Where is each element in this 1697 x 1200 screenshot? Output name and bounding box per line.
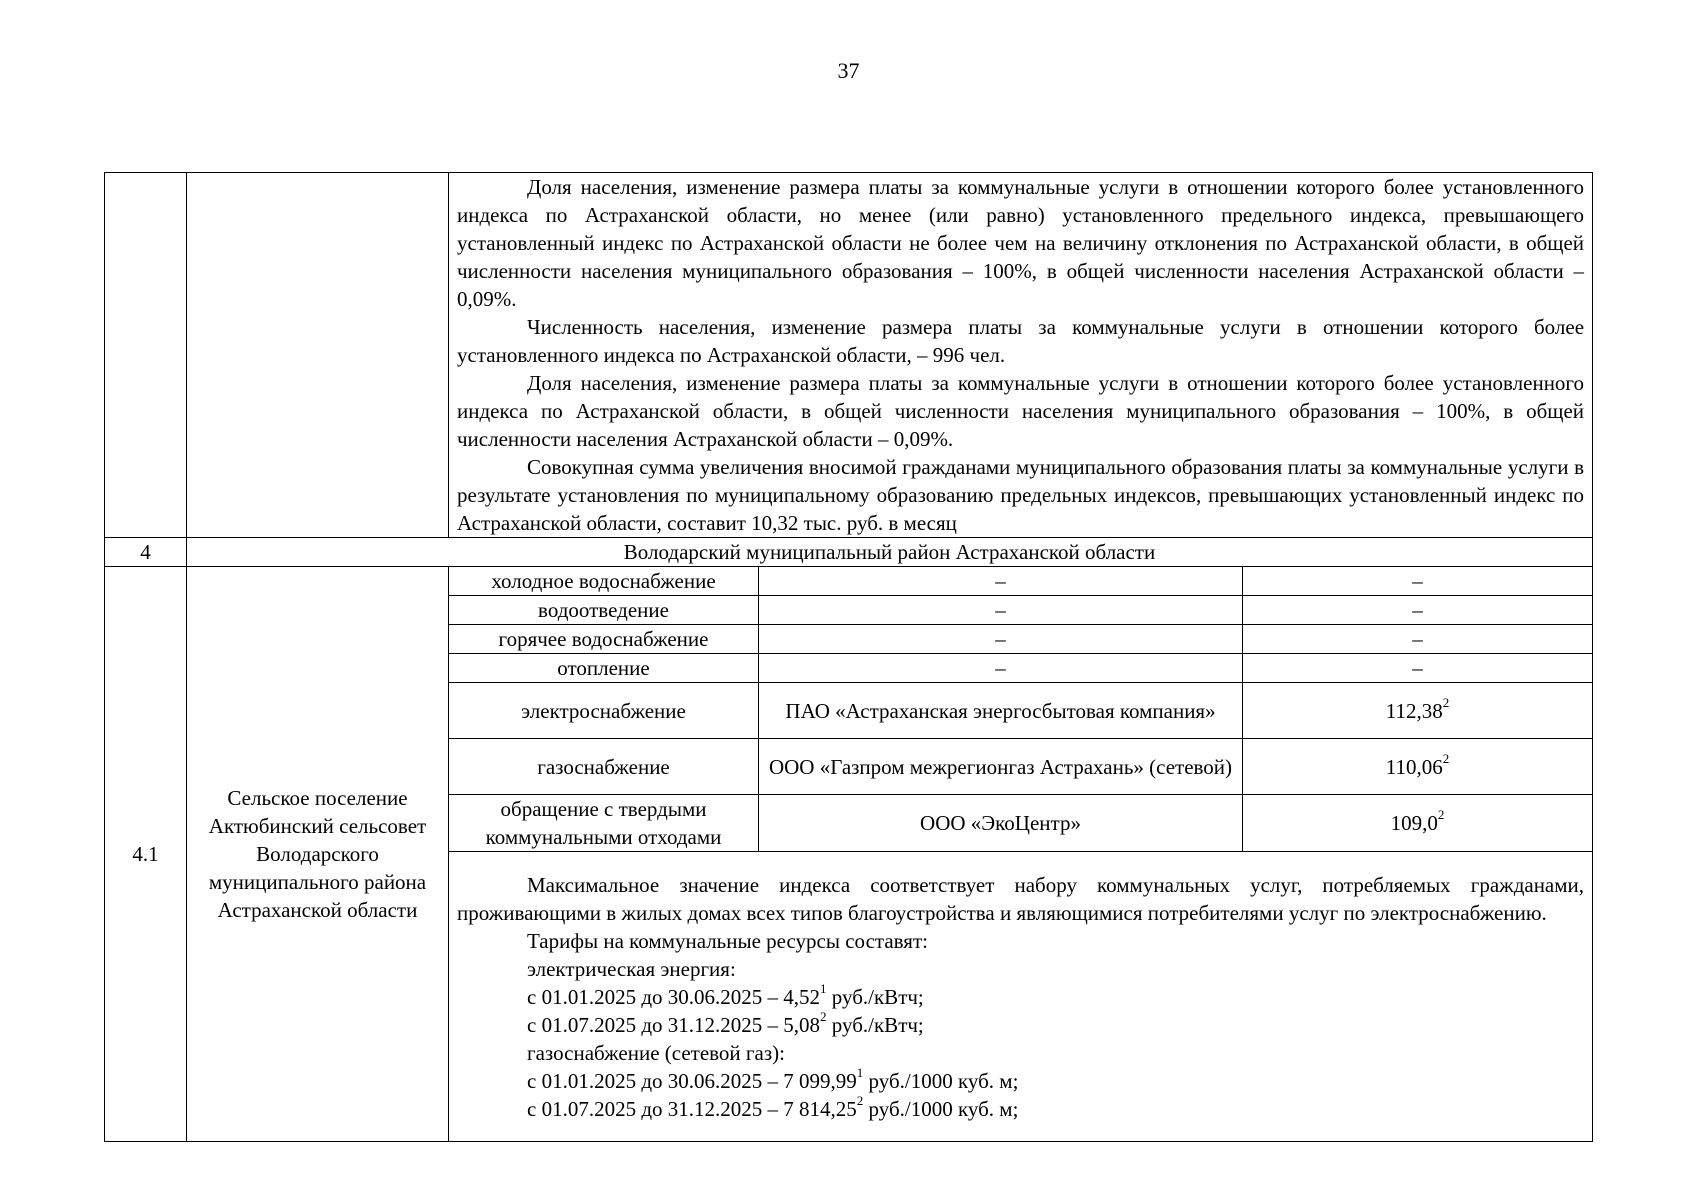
paragraph: Доля населения, изменение размера платы за коммунальные услуги в отношении которого более установленного индекса по Астраханской области, но менее (или равно) установленного предельного индекса, превышающего установленный индекс по Астраханской области не более чем на величину отклонения по Астраханской области, в общей численности населения муниципального образования – 100%, в общей численности населения Астраханской области – 0,09%. <box>457 175 1585 311</box>
service-name: отопление <box>449 654 759 683</box>
tariffs-intro: Тарифы на коммунальные ресурсы составят: <box>527 928 928 953</box>
tariff-unit: руб./кВтч; <box>826 984 924 1009</box>
provider-name: – <box>759 654 1243 683</box>
top-text-block <box>449 173 1593 538</box>
footnote-marker: 2 <box>820 1008 827 1024</box>
tariff-unit: руб./1000 куб. м; <box>863 1096 1019 1121</box>
footnote-marker: 2 <box>1437 807 1445 822</box>
electricity-tariff <box>457 1008 1584 1039</box>
index-value: – <box>1243 654 1593 683</box>
tariff-text: с 01.07.2025 до 31.12.2025 – 5,08 <box>527 1012 821 1037</box>
footnote-marker: 1 <box>820 980 827 996</box>
tariff-unit: руб./кВтч; <box>826 1012 924 1037</box>
index-value <box>1243 683 1593 739</box>
section-row <box>105 538 1593 567</box>
footnote-marker: 2 <box>1442 750 1450 766</box>
electricity-tariff <box>457 980 1584 1011</box>
footnote-marker: 2 <box>1442 694 1450 710</box>
tariff-text: с 01.01.2025 до 30.06.2025 – 7 099,99 <box>527 1068 857 1093</box>
table-row <box>105 173 1593 538</box>
empty-cell <box>105 173 187 538</box>
index-number: 110,06 <box>1385 754 1443 779</box>
tariff-text: с 01.01.2025 до 30.06.2025 – 4,52 <box>527 984 821 1009</box>
notes-block <box>449 852 1593 1142</box>
provider-name: ПАО «Астраханская энергосбытовая компания» <box>759 683 1243 739</box>
index-number: 112,38 <box>1385 698 1443 723</box>
tariff-unit: руб./1000 куб. м; <box>863 1068 1019 1093</box>
index-number: 109,0 <box>1390 811 1438 835</box>
tariff-text: с 01.07.2025 до 31.12.2025 – 7 814,25 <box>527 1096 857 1121</box>
service-name: электроснабжение <box>449 683 759 739</box>
provider-name: ООО «ЭкоЦентр» <box>759 795 1243 852</box>
page-number: 37 <box>837 58 860 83</box>
note-paragraph: Максимальное значение индекса соответствует набору коммунальных услуг, потребляемых гражданами, проживающими в жилых домах всех типов благоустройства и являющимися потребителями услуг по электроснабжению. <box>457 872 1585 925</box>
provider-name: – <box>759 596 1243 625</box>
gas-tariff <box>457 1092 1584 1123</box>
service-name: горячее водоснабжение <box>449 625 759 654</box>
subsection-number: 4.1 <box>105 567 187 1142</box>
provider-name: – <box>759 625 1243 654</box>
footnote-marker: 2 <box>856 1092 864 1108</box>
service-name: холодное водоснабжение <box>449 567 759 596</box>
paragraph: Совокупная сумма увеличения вносимой гражданами муниципального образования платы за коммунальные услуги в результате установления по муниципальному образованию предельных индексов, превышающих установленный индекс по Астраханской области, составит 10,32 тыс. руб. в месяц <box>457 455 1585 535</box>
footnote-marker: 1 <box>856 1064 864 1080</box>
service-name: водоотведение <box>449 596 759 625</box>
index-value: – <box>1243 567 1593 596</box>
paragraph: Доля населения, изменение размера платы за коммунальные услуги в отношении которого более установленного индекса по Астраханской области, в общей численности населения муниципального образования – 100%, в общей численности населения Астраханской области – 0,09%. <box>457 371 1585 451</box>
section-number: 4 <box>105 538 187 567</box>
section-title: Володарский муниципальный район Астраханской области <box>187 538 1593 567</box>
service-row <box>105 567 1593 596</box>
gas-label: газоснабжение (сетевой газ): <box>527 1040 785 1065</box>
index-value: – <box>1243 596 1593 625</box>
provider-name: ООО «Газпром межрегионгаз Астрахань» (сетевой) <box>759 739 1243 795</box>
electricity-label: электрическая энергия: <box>527 956 736 981</box>
subsection-name: Сельское поселение Актюбинский сельсовет Володарского муниципального района Астраханской области <box>187 567 449 1142</box>
service-name: газоснабжение <box>449 739 759 795</box>
empty-cell <box>187 173 449 538</box>
index-value <box>1243 795 1593 852</box>
index-value <box>1243 739 1593 795</box>
paragraph: Численность населения, изменение размера платы за коммунальные услуги в отношении которого более установленного индекса по Астраханской области, – 996 чел. <box>457 315 1585 367</box>
service-name: обращение с твердыми коммунальными отходами <box>449 795 759 852</box>
index-value: – <box>1243 625 1593 654</box>
index-table <box>104 172 1593 1142</box>
provider-name: – <box>759 567 1243 596</box>
gas-tariff <box>457 1064 1584 1095</box>
